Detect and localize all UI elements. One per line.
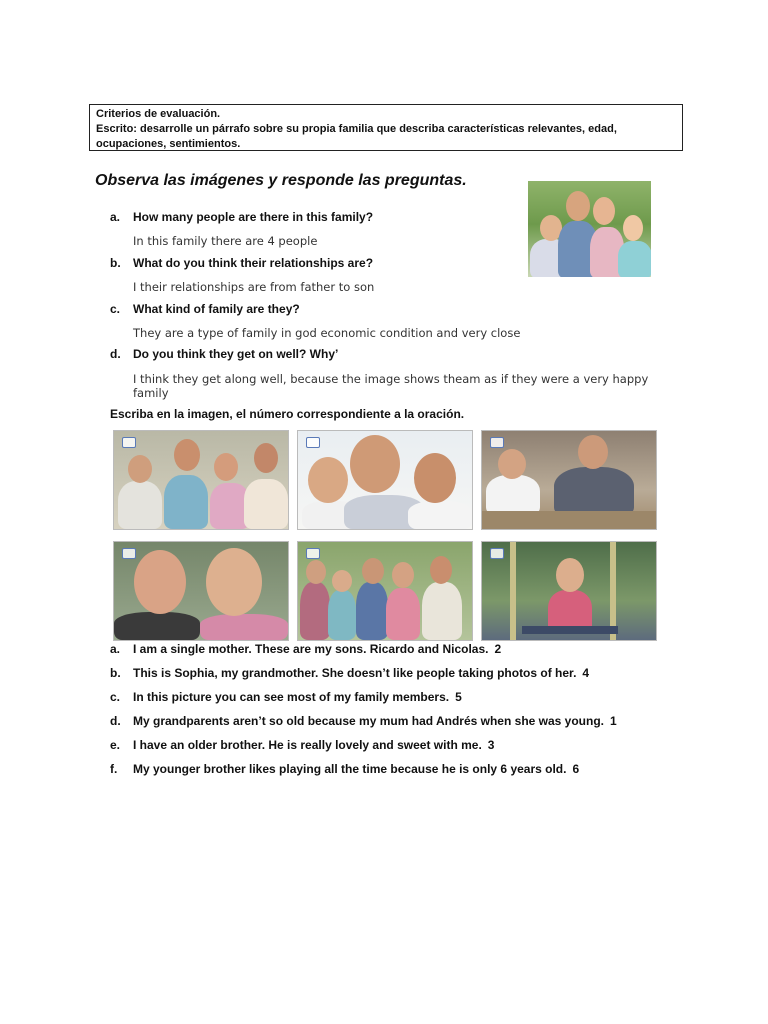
sentence-answer-number: 1 (610, 714, 617, 728)
question-letter: b. (110, 256, 121, 270)
sentence-text: My younger brother likes playing all the time because he is only 6 years old. (133, 762, 567, 776)
sentence-letter: a. (110, 642, 121, 656)
answer-checkbox[interactable] (306, 437, 320, 448)
sentence-text: This is Sophia, my grandmother. She doesn’t like people taking photos of her. (133, 666, 577, 680)
question-text: Do you think they get on well? Why’ (133, 347, 339, 361)
sentence-text: I have an older brother. He is really lovely and sweet with me. (133, 738, 482, 752)
sentence-letter: f. (110, 762, 118, 776)
photo-4 (113, 541, 289, 641)
family-photo (528, 181, 651, 277)
sentence-answer-number: 2 (494, 642, 502, 656)
instruction: Escriba en la imagen, el número correspondiente a la oración. (110, 407, 465, 421)
question-letter: c. (110, 302, 121, 316)
sentence-text: I am a single mother. These are my sons. Ricardo and Nicolas. (133, 642, 489, 656)
sentence-letter: b. (110, 666, 121, 680)
page-title: Observa las imágenes y responde las preguntas. (95, 172, 467, 189)
sentence-answer-number: 3 (487, 738, 495, 752)
swing-chain (510, 542, 516, 640)
answer-b: I their relationships are from father to son (133, 280, 375, 294)
answer-d: I think they get along well, because the image shows theam as if they were a very happy family (133, 372, 649, 400)
answer-checkbox[interactable] (122, 548, 136, 559)
criteria-text-line: ocupaciones, sentimientos. (96, 138, 241, 150)
criteria-heading: Criterios de evaluación. (96, 108, 221, 120)
sentence-text: In this picture you can see most of my family members. (133, 690, 450, 704)
sentence-letter: d. (110, 714, 121, 728)
sentence-answer-number: 6 (572, 762, 580, 776)
answer-checkbox[interactable] (490, 437, 504, 448)
question-letter: a. (110, 210, 121, 224)
sentence-answer-number: 5 (455, 690, 462, 704)
evaluation-criteria-box (89, 104, 683, 151)
photo-3 (481, 430, 657, 530)
sentence-letter: c. (110, 690, 121, 704)
answer-checkbox[interactable] (122, 437, 136, 448)
criteria-text-line: Escrito: desarrolle un párrafo sobre su propia familia que describa características relevantes, edad, (96, 123, 617, 135)
photo-2 (297, 430, 473, 530)
answer-a: In this family there are 4 people (133, 234, 318, 248)
sentence-text: My grandparents aren’t so old because my mum had Andrés when she was young. (133, 714, 604, 728)
table-surface (482, 511, 656, 529)
answer-checkbox[interactable] (306, 548, 320, 559)
photo-6 (481, 541, 657, 641)
answer-checkbox[interactable] (490, 548, 504, 559)
photo-5 (297, 541, 473, 641)
photo-1 (113, 430, 289, 530)
question-text: How many people are there in this family? (133, 210, 374, 224)
swing-seat (522, 626, 618, 634)
question-text: What do you think their relationships are? (133, 256, 374, 270)
sentence-answer-number: 4 (582, 666, 590, 680)
question-text: What kind of family are they? (133, 302, 300, 316)
sentence-letter: e. (110, 738, 121, 752)
question-letter: d. (110, 347, 121, 361)
answer-c: They are a type of family in god economic condition and very close (133, 326, 521, 340)
